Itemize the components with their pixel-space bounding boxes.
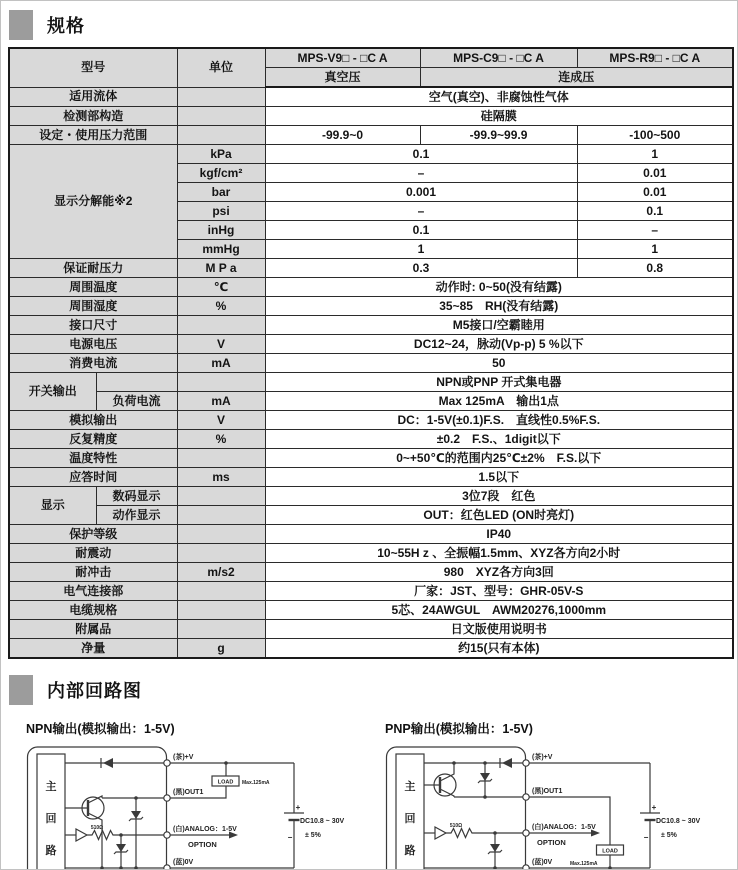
spec-unit: g [177, 639, 265, 659]
spec-unit: kgf/cm² [177, 164, 265, 183]
spec-label: 电缆规格 [9, 601, 177, 620]
spec-value: 0.1 [265, 221, 577, 240]
resistor-label: 510Ω [449, 823, 463, 829]
spec-unit: m/s2 [177, 563, 265, 582]
spec-label: 消费电流 [9, 354, 177, 373]
wire-labels [450, 752, 701, 867]
spec-label: 开关输出 [9, 373, 96, 411]
npn-circuit-diagram [26, 741, 371, 870]
spec-value: 0.01 [577, 164, 733, 183]
external-wiring [529, 763, 660, 868]
spec-value: 5芯、24AWGUL AWM20276,1000mm [265, 601, 733, 620]
option-label: OPTION [537, 838, 566, 847]
spec-value: – [265, 202, 577, 221]
terminal-vplus [164, 760, 170, 766]
option-label: OPTION [188, 840, 217, 849]
spec-label: 检测部构造 [9, 107, 177, 126]
max-current-label: Max.125mA [242, 780, 270, 786]
spec-label: 显示 [9, 487, 96, 525]
spec-value: 动作时: 0~50(没有结露) [265, 278, 733, 297]
wire-labels [91, 752, 345, 866]
battery-icon [284, 763, 304, 868]
terminal-out1 [523, 794, 529, 800]
spec-label: 附属品 [9, 620, 177, 639]
npn-circuit-title: NPN输出(模拟输出：1-5V) [26, 722, 175, 736]
wire-label-analog: (白)ANALOG：1-5V [173, 826, 237, 833]
spec-label: 接口尺寸 [9, 316, 177, 335]
pnp-circuit [385, 719, 715, 870]
section-header-circuit [9, 675, 737, 705]
svg-text:回: 回 [404, 813, 416, 825]
spec-value: 3位7段 红色 [265, 487, 733, 506]
svg-text:主: 主 [404, 781, 416, 793]
spec-value: – [265, 164, 577, 183]
spec-unit [177, 316, 265, 335]
battery-tolerance-label: ± 5% [305, 832, 321, 839]
spec-label: 电源电压 [9, 335, 177, 354]
spec-value: Max 125mA 输出1点 [265, 392, 733, 411]
wire-label-vplus: (茶)+V [173, 754, 194, 761]
wire-label-out1: (黑)OUT1 [532, 788, 563, 795]
amplifier-icon [76, 829, 87, 841]
spec-unit: bar [177, 183, 265, 202]
spec-value: 1 [265, 240, 577, 259]
spec-value: 日文版使用说明书 [265, 620, 733, 639]
battery-icon [640, 763, 660, 868]
spec-value: 1 [577, 145, 733, 164]
spec-unit: V [177, 335, 265, 354]
spec-label: 耐震动 [9, 544, 177, 563]
section-marker-icon [9, 10, 33, 40]
spec-value: 约15(只有本体) [265, 639, 733, 659]
npn-circuit [26, 719, 371, 870]
spec-unit [177, 487, 265, 506]
spec-label: 保护等级 [9, 525, 177, 544]
spec-value: 0.1 [577, 202, 733, 221]
terminal-0v [164, 865, 170, 870]
max-current-label: Max.125mA [570, 861, 598, 867]
junction-dots [100, 761, 228, 870]
spec-unit: % [177, 297, 265, 316]
spec-label: 适用流体 [9, 87, 177, 107]
spec-unit: kPa [177, 145, 265, 164]
spec-unit: psi [177, 202, 265, 221]
spec-value: 0.3 [265, 259, 577, 278]
internal-wiring [424, 763, 523, 868]
header-model-v9: MPS-V9□ - □C A [265, 48, 420, 68]
spec-label: 应答时间 [9, 468, 177, 487]
spec-unit [177, 506, 265, 525]
zener-diode-icon [114, 844, 128, 854]
header-vacuum: 真空压 [265, 68, 420, 88]
load-label: LOAD [217, 779, 234, 786]
spec-unit [177, 107, 265, 126]
terminal-out1 [164, 795, 170, 801]
spec-value: DC12~24，脉动(Vp-p) 5 %以下 [265, 335, 733, 354]
svg-text:路: 路 [404, 845, 416, 857]
resistor-label: 510Ω [90, 825, 104, 831]
battery-minus: − [643, 833, 649, 842]
section-title-spec: 规格 [47, 16, 85, 36]
spec-unit [177, 373, 265, 392]
spec-unit: V [177, 411, 265, 430]
battery-minus: − [287, 833, 293, 842]
spec-value: 980 XYZ各方向3回 [265, 563, 733, 582]
main-circuit-label [405, 779, 416, 857]
spec-unit [177, 620, 265, 639]
section-title-circuit: 内部回路图 [47, 681, 142, 701]
junction-dots [449, 761, 612, 870]
spec-sublabel: 数码显示 [96, 487, 177, 506]
spec-value: NPN或PNP 开式集电器 [265, 373, 733, 392]
spec-unit [177, 87, 265, 107]
spec-unit: mA [177, 392, 265, 411]
battery-tolerance-label: ± 5% [661, 832, 677, 839]
spec-unit [177, 544, 265, 563]
spec-value: DC：1-5V(±0.1)F.S. 直线性0.5%F.S. [265, 411, 733, 430]
header-model-r9: MPS-R9□ - □C A [577, 48, 733, 68]
spec-label: 周围温度 [9, 278, 177, 297]
battery-voltage-label: DC10.8 ~ 30V [300, 818, 345, 825]
header-unit: 单位 [177, 48, 265, 87]
battery-voltage-label: DC10.8 ~ 30V [656, 818, 701, 825]
terminal-0v [523, 865, 529, 870]
header-model-c9: MPS-C9□ - □C A [420, 48, 577, 68]
spec-label: 反复精度 [9, 430, 177, 449]
spec-value: 1.5以下 [265, 468, 733, 487]
battery-plus: + [651, 803, 657, 812]
spec-unit [177, 126, 265, 145]
battery-plus: + [295, 803, 301, 812]
spec-value: 0.1 [265, 145, 577, 164]
spec-value: 厂家：JST、型号：GHR-05V-S [265, 582, 733, 601]
spec-label: 模拟输出 [9, 411, 177, 430]
spec-sublabel [96, 373, 177, 392]
external-wiring [170, 763, 304, 868]
spec-unit: ms [177, 468, 265, 487]
header-model: 型号 [9, 48, 177, 87]
spec-unit: ℃ [177, 278, 265, 297]
spec-value: 1 [577, 240, 733, 259]
spec-table [8, 47, 734, 659]
wire-label-vplus: (茶)+V [532, 754, 553, 761]
spec-label: 设定・使用压力范围 [9, 126, 177, 145]
spec-value: OUT：红色LED (ON时亮灯) [265, 506, 733, 525]
internal-wiring [65, 763, 164, 868]
resistor-icon [446, 829, 477, 838]
spec-value: 50 [265, 354, 733, 373]
terminal-vplus [523, 760, 529, 766]
spec-label: 温度特性 [9, 449, 177, 468]
spec-label: 耐冲击 [9, 563, 177, 582]
zener-diode-icon [478, 773, 492, 783]
zener-diode-icon [129, 811, 143, 821]
svg-text:路: 路 [45, 845, 57, 857]
spec-unit [177, 449, 265, 468]
spec-unit [177, 601, 265, 620]
spec-value: 空气(真空)、非腐蚀性气体 [265, 87, 733, 107]
spec-unit: mmHg [177, 240, 265, 259]
spec-label: 显示分解能※2 [9, 145, 177, 259]
spec-value: 0~+50℃的范围内25℃±2% F.S.以下 [265, 449, 733, 468]
terminal-analog [164, 832, 170, 838]
wire-label-out1: (黑)OUT1 [173, 789, 204, 796]
spec-value: 10~55H z 、全振幅1.5mm、XYZ各方向2小时 [265, 544, 733, 563]
spec-value: -99.9~0 [265, 126, 420, 145]
spec-value: 35~85 RH(没有结露) [265, 297, 733, 316]
load-label: LOAD [602, 848, 618, 855]
pnp-circuit-diagram [385, 741, 715, 870]
spec-value: 0.001 [265, 183, 577, 202]
svg-text:主: 主 [45, 781, 57, 793]
zener-diode-icon [488, 844, 502, 854]
spec-label: 电气连接部 [9, 582, 177, 601]
spec-unit [177, 582, 265, 601]
spec-label: 周围湿度 [9, 297, 177, 316]
amplifier-icon [435, 827, 446, 839]
main-circuit-label [46, 779, 57, 857]
spec-value: – [577, 221, 733, 240]
spec-unit: inHg [177, 221, 265, 240]
circuit-diagrams [26, 719, 737, 870]
wire-label-0v: (蓝)0V [173, 859, 194, 866]
spec-value: 硅隔膜 [265, 107, 733, 126]
pnp-circuit-title: PNP输出(模拟输出：1-5V) [385, 722, 533, 736]
spec-label: 保证耐压力 [9, 259, 177, 278]
section-marker-icon [9, 675, 33, 705]
spec-value: M5接口/空霸睦用 [265, 316, 733, 335]
spec-value: -100~500 [577, 126, 733, 145]
spec-unit: mA [177, 354, 265, 373]
header-compound: 连成压 [420, 68, 733, 88]
spec-value: ±0.2 F.S.、1digit以下 [265, 430, 733, 449]
terminal-analog [523, 830, 529, 836]
spec-sublabel: 动作显示 [96, 506, 177, 525]
spec-value: IP40 [265, 525, 733, 544]
section-header-spec [9, 10, 737, 40]
spec-label: 净量 [9, 639, 177, 659]
spec-sublabel: 负荷电流 [96, 392, 177, 411]
wire-label-0v: (蓝)0V [532, 859, 553, 866]
spec-unit [177, 525, 265, 544]
spec-unit: M P a [177, 259, 265, 278]
spec-value: 0.01 [577, 183, 733, 202]
wire-label-analog: (白)ANALOG：1-5V [532, 824, 596, 831]
svg-text:回: 回 [45, 813, 57, 825]
spec-unit: % [177, 430, 265, 449]
spec-value: -99.9~99.9 [420, 126, 577, 145]
spec-value: 0.8 [577, 259, 733, 278]
